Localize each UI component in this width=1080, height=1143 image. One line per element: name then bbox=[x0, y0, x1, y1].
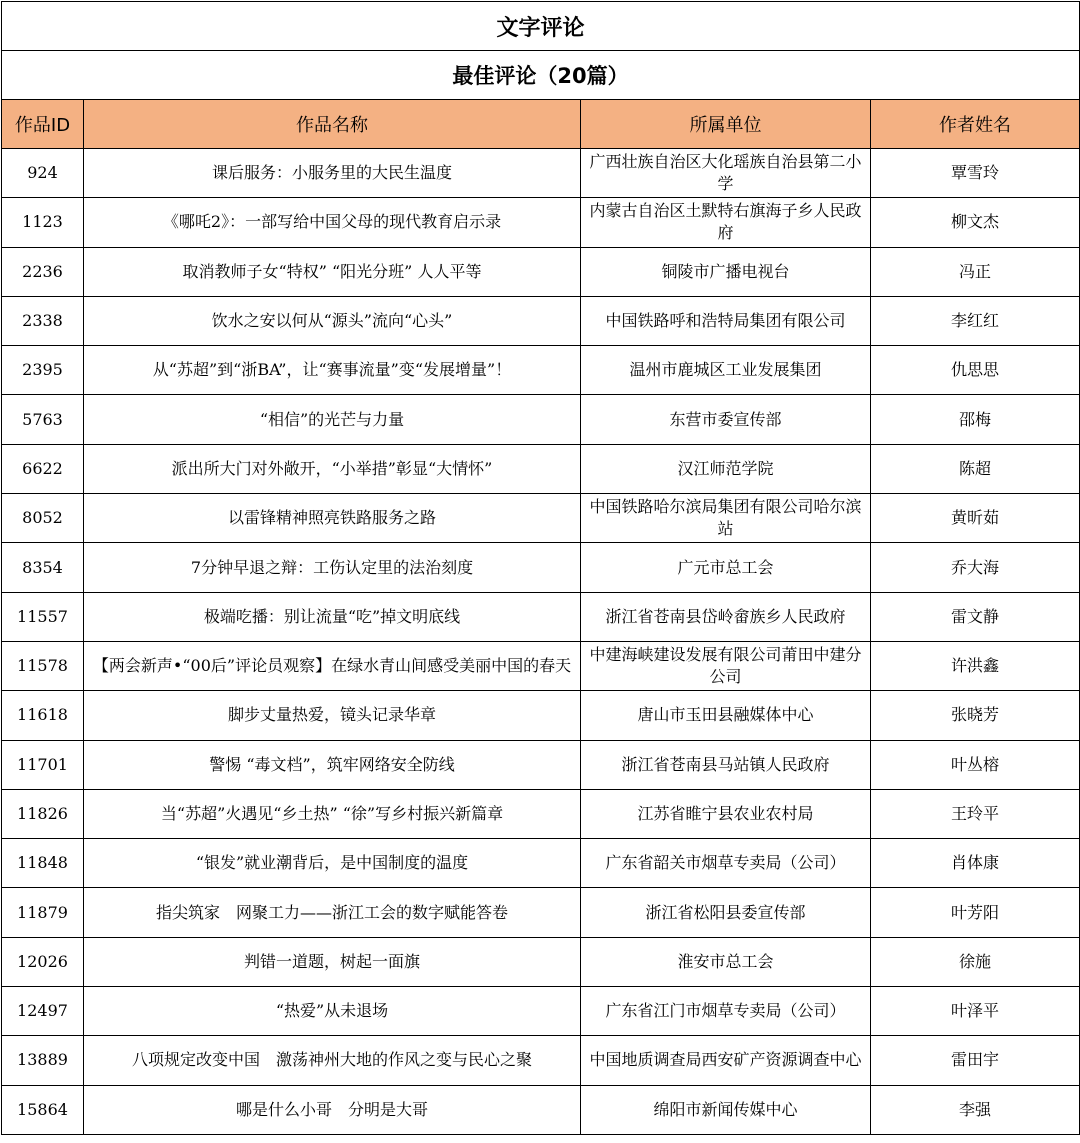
cell-id: 2395 bbox=[2, 346, 84, 395]
table-row bbox=[2, 691, 1080, 740]
cell-unit: 广西壮族自治区大化瑶族自治县第二小学 bbox=[581, 149, 871, 198]
cell-unit: 广元市总工会 bbox=[581, 543, 871, 592]
cell-unit: 淮安市总工会 bbox=[581, 937, 871, 986]
cell-author: 覃雪玲 bbox=[871, 149, 1080, 198]
cell-title: 指尖筑家 网聚工力——浙江工会的数字赋能答卷 bbox=[84, 888, 581, 937]
cell-title: “相信”的光芒与力量 bbox=[84, 395, 581, 444]
cell-title: 从“苏超”到“浙BA”，让“赛事流量”变“发展增量”！ bbox=[84, 346, 581, 395]
cell-title: 八项规定改变中国 激荡神州大地的作风之变与民心之聚 bbox=[84, 1036, 581, 1085]
table-row bbox=[2, 592, 1080, 641]
cell-author: 张晓芳 bbox=[871, 691, 1080, 740]
cell-unit: 浙江省苍南县岱岭畲族乡人民政府 bbox=[581, 592, 871, 641]
table-title: 文字评论 bbox=[2, 2, 1080, 51]
cell-id: 8354 bbox=[2, 543, 84, 592]
cell-title: 7分钟早退之辩：工伤认定里的法治刻度 bbox=[84, 543, 581, 592]
cell-title: 警惕 “毒文档”，筑牢网络安全防线 bbox=[84, 740, 581, 789]
table-row bbox=[2, 346, 1080, 395]
cell-author: 王玲平 bbox=[871, 789, 1080, 838]
title-row bbox=[2, 2, 1080, 51]
cell-author: 冯正 bbox=[871, 247, 1080, 296]
cell-id: 11618 bbox=[2, 691, 84, 740]
cell-author: 邵梅 bbox=[871, 395, 1080, 444]
cell-id: 13889 bbox=[2, 1036, 84, 1085]
cell-author: 李红红 bbox=[871, 296, 1080, 345]
cell-author: 徐施 bbox=[871, 937, 1080, 986]
cell-title: 取消教师子女“特权” “阳光分班” 人人平等 bbox=[84, 247, 581, 296]
cell-unit: 浙江省松阳县委宣传部 bbox=[581, 888, 871, 937]
cell-author: 雷文静 bbox=[871, 592, 1080, 641]
cell-title: 派出所大门对外敞开，“小举措”彰显“大情怀” bbox=[84, 444, 581, 493]
table-row bbox=[2, 1085, 1080, 1134]
table-row bbox=[2, 296, 1080, 345]
cell-author: 叶丛榕 bbox=[871, 740, 1080, 789]
cell-title: “热爱”从未退场 bbox=[84, 987, 581, 1036]
table-subtitle: 最佳评论（20篇） bbox=[2, 51, 1080, 100]
cell-unit: 中国地质调查局西安矿产资源调查中心 bbox=[581, 1036, 871, 1085]
table-row bbox=[2, 149, 1080, 198]
cell-author: 李强 bbox=[871, 1085, 1080, 1134]
column-header-id: 作品ID bbox=[2, 100, 84, 149]
cell-unit: 汉江师范学院 bbox=[581, 444, 871, 493]
column-header-author: 作者姓名 bbox=[871, 100, 1080, 149]
cell-author: 肖体康 bbox=[871, 839, 1080, 888]
cell-id: 11879 bbox=[2, 888, 84, 937]
cell-title: “银发”就业潮背后，是中国制度的温度 bbox=[84, 839, 581, 888]
cell-id: 11848 bbox=[2, 839, 84, 888]
table-row bbox=[2, 839, 1080, 888]
cell-title: 以雷锋精神照亮铁路服务之路 bbox=[84, 494, 581, 543]
cell-unit: 唐山市玉田县融媒体中心 bbox=[581, 691, 871, 740]
cell-author: 乔大海 bbox=[871, 543, 1080, 592]
cell-id: 5763 bbox=[2, 395, 84, 444]
cell-author: 陈超 bbox=[871, 444, 1080, 493]
table-row bbox=[2, 937, 1080, 986]
cell-title: 当“苏超”火遇见“乡土热” “徐”写乡村振兴新篇章 bbox=[84, 789, 581, 838]
cell-unit: 广东省江门市烟草专卖局（公司） bbox=[581, 987, 871, 1036]
cell-title: 极端吃播：别让流量“吃”掉文明底线 bbox=[84, 592, 581, 641]
cell-id: 12026 bbox=[2, 937, 84, 986]
cell-unit: 中建海峡建设发展有限公司莆田中建分公司 bbox=[581, 641, 871, 690]
cell-unit: 浙江省苍南县马站镇人民政府 bbox=[581, 740, 871, 789]
table-row bbox=[2, 494, 1080, 543]
cell-id: 11557 bbox=[2, 592, 84, 641]
table-row bbox=[2, 543, 1080, 592]
subtitle-row bbox=[2, 51, 1080, 100]
cell-id: 924 bbox=[2, 149, 84, 198]
cell-id: 1123 bbox=[2, 198, 84, 247]
cell-author: 仇思思 bbox=[871, 346, 1080, 395]
cell-title: 《哪吒2》：一部写给中国父母的现代教育启示录 bbox=[84, 198, 581, 247]
cell-id: 8052 bbox=[2, 494, 84, 543]
cell-id: 11826 bbox=[2, 789, 84, 838]
cell-unit: 内蒙古自治区土默特右旗海子乡人民政府 bbox=[581, 198, 871, 247]
table-row bbox=[2, 987, 1080, 1036]
cell-unit: 温州市鹿城区工业发展集团 bbox=[581, 346, 871, 395]
results-table bbox=[1, 1, 1080, 1135]
cell-title: 判错一道题，树起一面旗 bbox=[84, 937, 581, 986]
cell-author: 许洪鑫 bbox=[871, 641, 1080, 690]
cell-id: 11701 bbox=[2, 740, 84, 789]
cell-author: 黄昕茹 bbox=[871, 494, 1080, 543]
cell-title: 【两会新声•“00后”评论员观察】在绿水青山间感受美丽中国的春天 bbox=[84, 641, 581, 690]
cell-author: 雷田宇 bbox=[871, 1036, 1080, 1085]
cell-unit: 铜陵市广播电视台 bbox=[581, 247, 871, 296]
cell-id: 12497 bbox=[2, 987, 84, 1036]
cell-unit: 绵阳市新闻传媒中心 bbox=[581, 1085, 871, 1134]
cell-unit: 东营市委宣传部 bbox=[581, 395, 871, 444]
cell-title: 哪是什么小哥 分明是大哥 bbox=[84, 1085, 581, 1134]
cell-id: 2338 bbox=[2, 296, 84, 345]
column-header-title: 作品名称 bbox=[84, 100, 581, 149]
table-row bbox=[2, 888, 1080, 937]
cell-unit: 江苏省睢宁县农业农村局 bbox=[581, 789, 871, 838]
cell-id: 2236 bbox=[2, 247, 84, 296]
table-row bbox=[2, 789, 1080, 838]
cell-id: 6622 bbox=[2, 444, 84, 493]
table-row bbox=[2, 1036, 1080, 1085]
cell-title: 饮水之安以何从“源头”流向“心头” bbox=[84, 296, 581, 345]
column-header-unit: 所属单位 bbox=[581, 100, 871, 149]
cell-author: 叶芳阳 bbox=[871, 888, 1080, 937]
cell-title: 脚步丈量热爱，镜头记录华章 bbox=[84, 691, 581, 740]
cell-unit: 中国铁路哈尔滨局集团有限公司哈尔滨站 bbox=[581, 494, 871, 543]
cell-title: 课后服务：小服务里的大民生温度 bbox=[84, 149, 581, 198]
table-row bbox=[2, 641, 1080, 690]
cell-id: 15864 bbox=[2, 1085, 84, 1134]
table-row bbox=[2, 247, 1080, 296]
table-row bbox=[2, 395, 1080, 444]
cell-author: 叶泽平 bbox=[871, 987, 1080, 1036]
table-row bbox=[2, 444, 1080, 493]
table-row bbox=[2, 740, 1080, 789]
cell-unit: 中国铁路呼和浩特局集团有限公司 bbox=[581, 296, 871, 345]
header-row bbox=[2, 100, 1080, 149]
cell-id: 11578 bbox=[2, 641, 84, 690]
cell-author: 柳文杰 bbox=[871, 198, 1080, 247]
cell-unit: 广东省韶关市烟草专卖局（公司） bbox=[581, 839, 871, 888]
table-row bbox=[2, 198, 1080, 247]
